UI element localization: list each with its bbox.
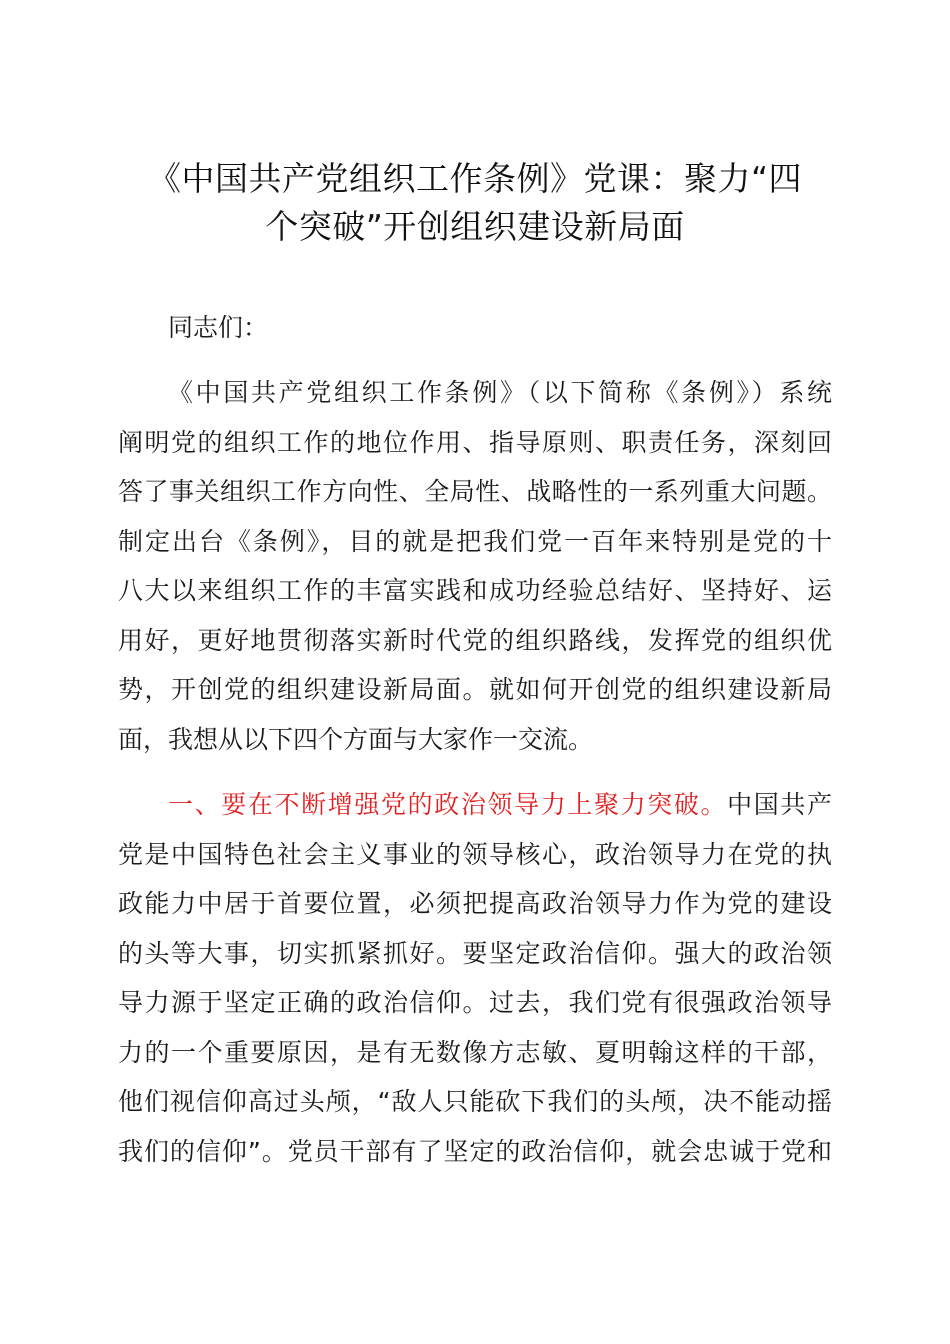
paragraph-line: 八大以来组织工作的丰富实践和成功经验总结好、坚持好、运 xyxy=(118,576,832,605)
paragraph-line: 势，开创党的组织建设新局面。就如何开创党的组织建设新局 xyxy=(118,675,832,704)
page-title xyxy=(118,155,832,251)
salutation: 同志们： xyxy=(168,313,269,342)
section1-heading: 一、要在不断增强党的政治领导力上聚力突破。 xyxy=(168,790,728,819)
title-line: 个突破”开创组织建设新局面 xyxy=(265,207,685,246)
paragraph-line: 答了事关组织工作方向性、全局性、战略性的一系列重大问题。 xyxy=(118,477,832,506)
title-line: 《中国共产党组织工作条例》党课：聚力“四 xyxy=(147,159,803,198)
paragraph-line: 政能力中居于首要位置，必须把提高政治领导力作为党的建设 xyxy=(118,889,832,918)
paragraph-line: 面，我想从以下四个方面与大家作一交流。 xyxy=(118,724,594,754)
paragraph-line: 制定出台《条例》，目的就是把我们党一百年来特别是党的十 xyxy=(118,526,832,556)
paragraph-line: 我们的信仰”。党员干部有了坚定的政治信仰，就会忠诚于党和 xyxy=(118,1136,832,1166)
paragraph-line: 阐明党的组织工作的地位作用、指导原则、职责任务，深刻回 xyxy=(118,427,832,457)
paragraph-line: 用好，更好地贯彻落实新时代党的组织路线，发挥党的组织优 xyxy=(118,625,832,655)
paragraph-line: 导力源于坚定正确的政治信仰。过去，我们党有很强政治领导 xyxy=(118,988,832,1017)
section1-first-line-text: 中国共产 xyxy=(727,790,832,819)
paragraph-line: 党是中国特色社会主义事业的领导核心，政治领导力在党的执 xyxy=(118,839,832,869)
paragraph-line: 力的一个重要原因，是有无数像方志敏、夏明翰这样的干部， xyxy=(118,1037,832,1067)
paragraph-line: 的头等大事，切实抓紧抓好。要坚定政治信仰。强大的政治领 xyxy=(118,938,832,968)
section1-first-line xyxy=(118,780,832,830)
section1-paragraph xyxy=(118,780,832,1176)
paragraph-line: 《中国共产党组织工作条例》（以下简称《条例》）系统 xyxy=(168,378,832,407)
paragraph-line: 他们视信仰高过头颅，“敌人只能砍下我们的头颅，决不能动摇 xyxy=(118,1087,832,1116)
intro-paragraph xyxy=(118,368,832,764)
